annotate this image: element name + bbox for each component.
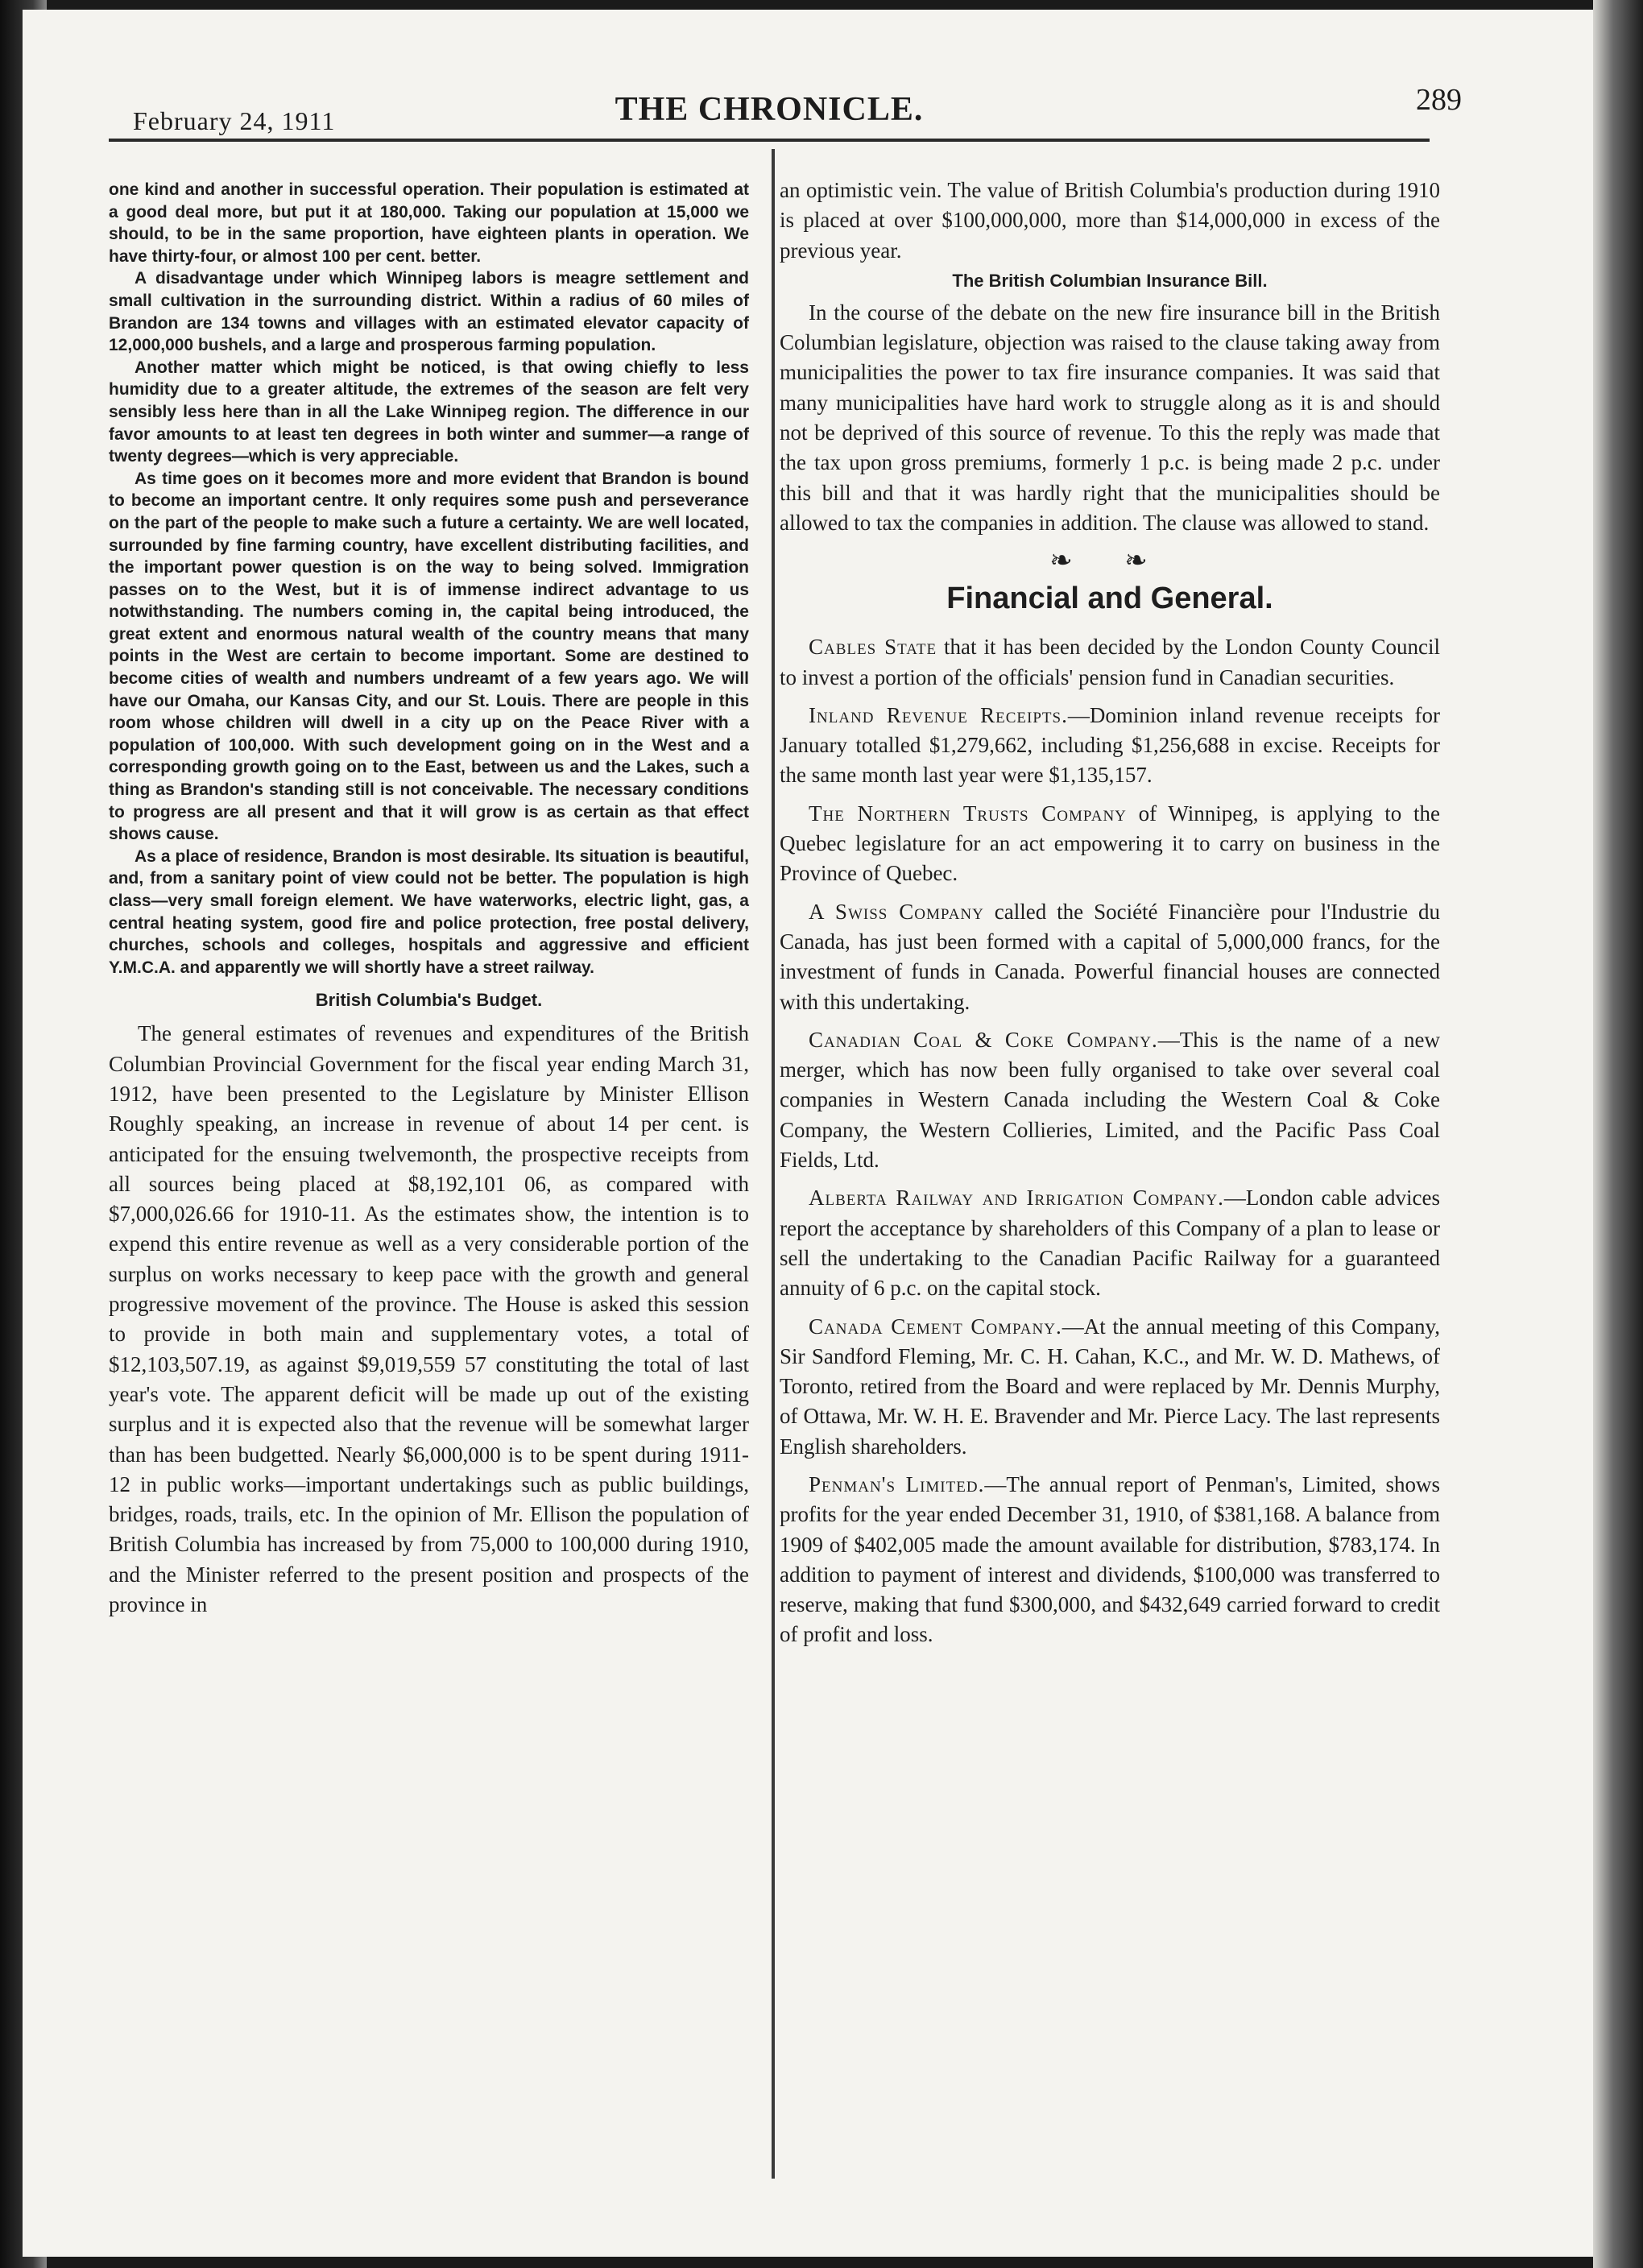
ornament: ❧ ❧ xyxy=(1049,546,1170,577)
left-column xyxy=(109,179,749,1620)
news-item-text: —At the annual meeting of this Company, Sir Sandford Fleming, Mr. C. H. Cahan, K.C., and Mr. W. D. Mathews, of Toronto, retired from the Board and were replaced by Mr. Dennis Murphy, of Ottawa, Mr. W. H. E. Bravender and Mr. Pierce Lacy. The last represents English shareholders. xyxy=(780,1314,1441,1459)
news-item-text: —This is the name of a new merger, which has now been fully organised to take over several coal companies in Western Canada including the Western Coal & Coke Company, the Western Collieries, Limited, and the Pacific Pass Coal Fields, Ltd. xyxy=(780,1027,1440,1173)
news-item xyxy=(780,897,1440,1017)
news-items xyxy=(780,632,1440,1650)
news-item-text: that it has been decided by the London County Council to invest a portion of the officials' pension fund in Canadian securities. xyxy=(780,635,1441,689)
section-heading: British Columbia's Budget. xyxy=(315,990,543,1011)
news-item-lead: Canada Cement Company. xyxy=(809,1314,1062,1339)
news-item-lead: Penman's Limited. xyxy=(809,1471,985,1496)
publication-title: THE CHRONICLE. xyxy=(615,91,924,128)
news-item-text: —London cable advices report the acceptance by shareholders of this Company of a plan to lease or sell the undertaking to the Canadian Pacific Railway for a guaranteed annuity of 6 p.c. on the capital stock. xyxy=(780,1186,1440,1301)
right-column xyxy=(780,176,1440,1658)
paragraph: one kind and another in successful operation. Their population is estimated at a good deal more, but put it at 180,000. Taking our population at 15,000 we should, to be in the same proportion, have eighteen plants in operation. We have thirty-four, or almost 100 per cent. better. xyxy=(109,180,749,266)
page-edge-shadow xyxy=(1593,0,1643,2268)
news-item xyxy=(780,632,1440,693)
news-item-lead: Cables State xyxy=(809,635,937,660)
news-item-text: —The annual report of Penman's, Limited, shows profits for the year ended December 31, 1910, of $381,168. A balance from 1909 of $402,005 made the amount available for distribution, $783,174. In addition to payment of interest and dividends, $100,000 was transferred to reserve, making that fund $300,000, and $432,649 carried forward to credit of profit and loss. xyxy=(780,1471,1440,1647)
news-item-lead: A Swiss Company xyxy=(809,899,984,924)
issue-date: February 24, 1911 xyxy=(133,106,336,135)
news-item xyxy=(780,1470,1440,1650)
news-item-lead: Inland Revenue Receipts. xyxy=(809,702,1068,727)
paragraph: The general estimates of revenues and expenditures of the British Columbian Provincial Government for the fiscal year ending March 31, 1912, have been presented to the Legislature by Minister Ellison Roughly speaking, an increase in revenue of about 14 per cent. is anticipated for the ensuing twelvemonth, the prospective receipts from all sources being placed at $8,192,101 06, as compared with $7,000,026.66 for 1910-11. As the estimates show, the intention is to expend this entire revenue as well as a very considerable portion of the surplus on works necessary to keep pace with the growth and general progressive movement of the province. The House is asked this session to provide in both main and supplementary votes, a total of $12,103,507.19, as against $9,019,559 57 constituting the total of last year's vote. The apparent deficit will be made up out of the existing surplus and it is expected also that the revenue will be somewhat larger than has been budgetted. Nearly $6,000,000 is to be spent during 1911-12 in public works—important undertakings such as public buildings, bridges, roads, trails, etc. In the opinion of Mr. Ellison the population of British Columbia has increased by from 75,000 to 100,000 during 1910, and the Minister referred to the present position and prospects of the province in xyxy=(109,1021,749,1617)
news-item-lead: The Northern Trusts Company xyxy=(809,801,1127,826)
page-header xyxy=(109,82,1462,135)
news-item xyxy=(780,799,1440,889)
page-number: 289 xyxy=(1416,83,1462,117)
paragraph: an optimistic vein. The value of British Columbia's production during 1910 is placed at over $100,000,000, more than $14,000,000 in excess of the previous year. xyxy=(780,178,1440,263)
news-item-text: called the Société Financière pour l'Industrie du Canada, has just been formed with a capital of 5,000,000 francs, for the investment of funds in Canada. Powerful financial houses are connected with this undertaking. xyxy=(780,899,1440,1014)
news-item xyxy=(780,701,1440,791)
news-item xyxy=(780,1183,1440,1303)
paragraph: As time goes on it becomes more and more evident that Brandon is bound to become an important centre. It only requires some push and perseverance on the part of the people to make such a future a certainty. We are well located, surrounded by fine farming country, have excellent distributing facilities, and the important power question is on the way to being solved. Immigration passes on to the West, but it is of immense indirect advantage to us notwithstanding. The numbers coming in, the capital being introduced, the great extent and enormous natural wealth of the country means that many points in the West are certain to become important. Some are destined to become cities of wealth and numbers undreamt of a few years ago. We will have our Omaha, our Kansas City, and our St. Louis. There are people in this room whose children will dwell in a city up on the Peace River with a population of 100,000. With such development going on in the West and a corresponding growth going on to the East, between us and the Lakes, such a thing as Brandon's standing still is not conceivable. The necessary conditions to progress are all present and that it will grow is as certain as that effect shows cause. xyxy=(109,469,749,844)
paragraph: Another matter which might be noticed, is that owing chiefly to less humidity due to a greater altitude, the extremes of the season are felt very sensibly less here than in all the Lake Winnipeg region. The difference in our favor amounts to at least ten degrees in both winter and summer—a range of twenty degrees—which is very appreciable. xyxy=(109,358,749,466)
paragraph: In the course of the debate on the new fire insurance bill in the British Columbian legislature, objection was raised to the clause taking away from municipalities the power to tax fire insurance companies. It was said that many municipalities have hard work to struggle along as it is and should not be deprived of this source of revenue. To this the reply was made that the tax upon gross premiums, formerly 1 p.c. is being made 2 p.c. under this bill and that it was hardly right that the municipalities should be allowed to tax the companies in addition. The clause was allowed to stand. xyxy=(780,300,1440,535)
section-heading: The British Columbian Insurance Bill. xyxy=(952,270,1268,291)
news-item xyxy=(780,1025,1440,1175)
paragraph: As a place of residence, Brandon is most desirable. Its situation is beautiful, and, from a sanitary point of view could not be better. The population is high class—very small foreign element. We have waterworks, electric light, gas, a central heating system, good fire and police protection, free postal delivery, churches, schools and colleges, hospitals and aggressive and efficient Y.M.C.A. and apparently we will shortly have a street railway. xyxy=(109,846,749,977)
news-item-lead: Canadian Coal & Coke Company. xyxy=(809,1027,1158,1052)
column-divider xyxy=(772,149,775,2179)
news-item-text: of Winnipeg, is applying to the Quebec legislature for an act empowering it to carry on business in the Province of Quebec. xyxy=(780,801,1440,886)
paragraph: A disadvantage under which Winnipeg labors is meagre settlement and small cultivation in the surrounding district. Within a radius of 60 miles of Brandon are 134 towns and villages with an estimated elevator capacity of 12,000,000 bushels, and a large and prosperous farming population. xyxy=(109,269,749,355)
header-rule xyxy=(109,139,1430,142)
news-item xyxy=(780,1312,1440,1462)
news-item-text: —Dominion inland revenue receipts for January totalled $1,279,662, including $1,256,688 in excise. Receipts for the same month last year were $1,135,157. xyxy=(780,702,1441,788)
news-item-lead: Alberta Railway and Irrigation Company. xyxy=(809,1186,1224,1211)
section-heading: Financial and General. xyxy=(946,581,1273,616)
